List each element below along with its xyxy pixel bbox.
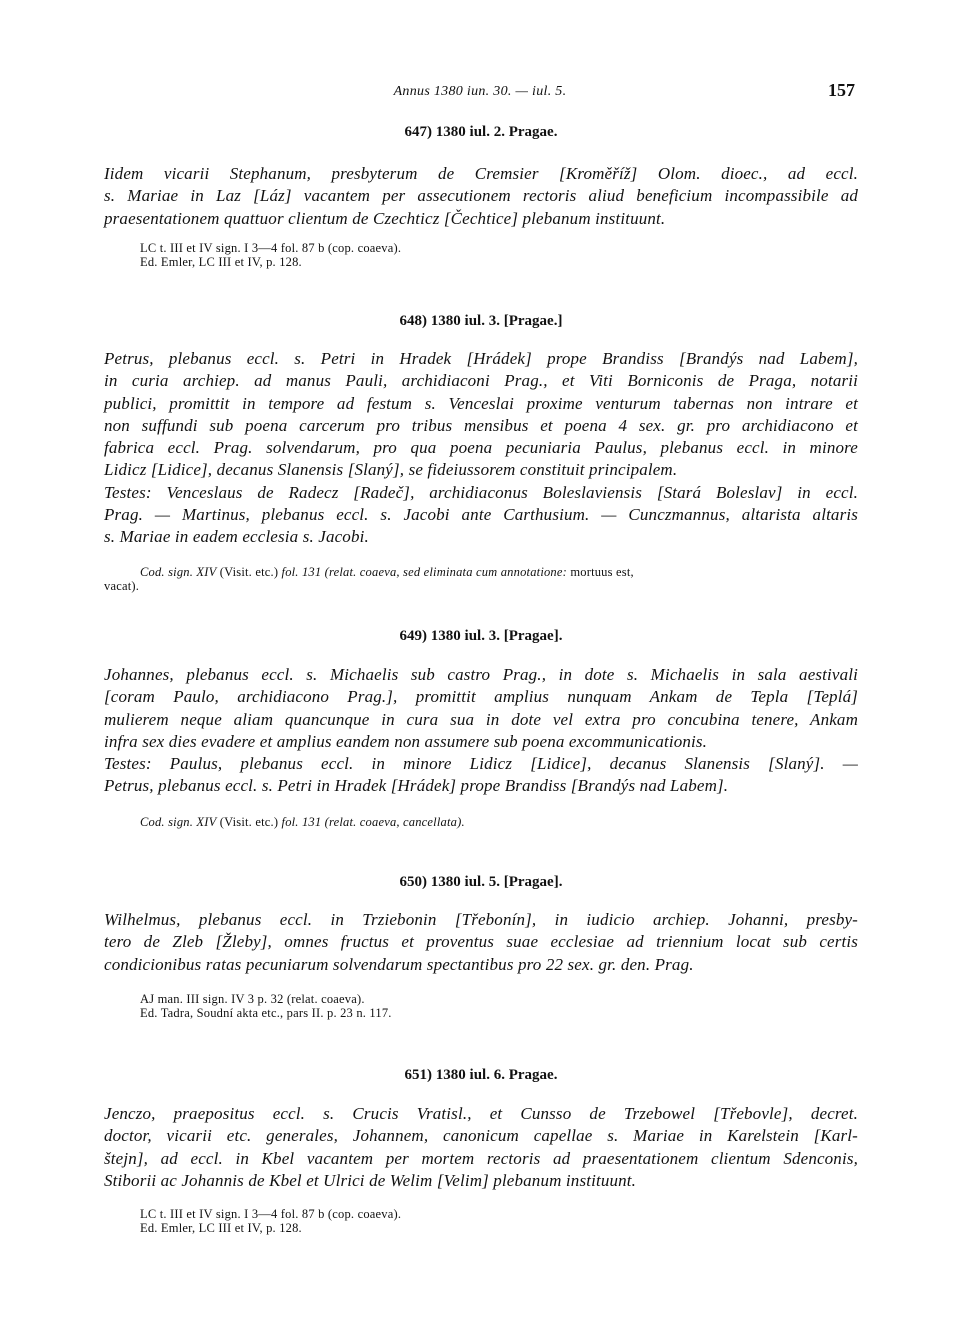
entry-651-body [104,1103,858,1192]
entry-heading: 647) 1380 iul. 2. Pragae. [404,124,558,140]
source-note: AJ man. III sign. IV 3 p. 32 (relat. coaeva). [140,992,365,1006]
body-line: Testes: Paulus, plebanus eccl. in minore Lidicz [Lidice], decanus Slanensis [Slaný]. — [104,754,858,774]
entry-650 [104,874,858,891]
entry-650-body [104,909,858,976]
body-line: publici, promittit in tempore ad festum s. Venceslai proxime venturum tabernas non intrare et [104,393,858,413]
body-line: condicionibus ratas pecuniarum solvendarum spectantibus pro 22 sex. gr. den. Prag. [104,954,694,974]
body-line: Testes: Venceslaus de Radecz [Radeč], archidiaconus Boleslaviensis [Stará Boleslav] in eccl. [104,482,858,502]
body-line: Iidem vicarii Stephanum, presbyterum de Cremsier [Kroměříž] Olom. dioec., ad eccl. [104,164,858,183]
body-line: s. Mariae in Laz [Láz] vacantem per assecutionem rectoris aliud beneficium incompassibile ad [104,186,858,206]
body-line: Stiborii ac Johannis de Kbel et Ulrici de Welim [Velim] plebanum instituunt. [104,1170,637,1190]
entry-648-notes [104,565,858,593]
entry-647 [104,124,858,141]
body-line: štejn], ad eccl. in Kbel vacantem per mortem rectoris ad praesentationem clientum Sdenconis, [104,1148,858,1168]
body-line: Petrus, plebanus eccl. s. Petri in Hradek [Hrádek] prope Brandiss [Brandýs nad Labem], [104,349,858,368]
body-line: in curia archiep. ad manus Pauli, archidiaconi Prag., et Viti Borniconis de Praga, notarii [104,371,858,391]
edition-note: Ed. Tadra, Soudní akta etc., pars II. p. 23 n. 117. [140,1006,392,1020]
entry-body [104,163,858,230]
body-line: fabrica eccl. Prag. solvendarum, pro qua poena pecuniaria Paulus, plebanus eccl. in minore [104,438,858,458]
body-line: tero de Zleb [Žleby], omnes fructus et proventus suae ecclesiae ad triennium locat sub certis [104,932,858,952]
entry-648-body [104,348,858,549]
body-line: doctor, vicarii etc. generales, Johannem, canonicum capellae s. Mariae in Karelstein [Karl- [104,1126,858,1146]
body-line: Wilhelmus, plebanus eccl. in Trziebonin [Třebonín], in iudicio archiep. Johanni, presby- [104,910,858,929]
page-number: 157 [828,80,855,100]
entry-body [104,664,858,798]
body-line: Prag. — Martinus, plebanus eccl. s. Jacobi ante Carthusium. — Cunczmannus, altarista altaris [104,505,858,525]
entry-651 [104,1067,858,1084]
source-note: LC t. III et IV sign. I 3—4 fol. 87 b (cop. coaeva). [140,1207,402,1221]
body-line: s. Mariae in eadem ecclesia s. Jacobi. [104,527,369,547]
body-line: Johannes, plebanus eccl. s. Michaelis sub castro Prag., in dote s. Michaelis in sala aestivali [104,665,858,684]
entry-649-notes [104,815,858,829]
entry-heading: 649) 1380 iul. 3. [Pragae]. [399,628,563,644]
entry-body [104,909,858,976]
body-line: Jenczo, praepositus eccl. s. Crucis Vratisl., et Cunsso de Trzebowel [Třebovle], decret. [104,1104,858,1123]
body-line: infra sex dies evadere et amplius eandem non assumere sub poena excommunicationis. [104,731,708,751]
entry-heading: 651) 1380 iul. 6. Pragae. [404,1067,558,1083]
entry-body [104,1103,858,1192]
entry-heading: 648) 1380 iul. 3. [Pragae.] [399,313,563,329]
edition-note: Ed. Emler, LC III et IV, p. 128. [140,1221,302,1235]
edition-note: Ed. Emler, LC III et IV, p. 128. [140,255,302,269]
entry-body [104,348,858,549]
entry-651-notes [104,1207,858,1235]
source-note: Cod. sign. XIV (Visit. etc.) fol. 131 (relat. coaeva, sed eliminata cum annotatione: mortuus est, [140,565,634,579]
body-line: non suffundi sub poena carcerum pro tribus mensibus et poena 4 sex. gr. pro archidiacono et [104,415,858,435]
running-head: Annus 1380 iun. 30. — iul. 5. [393,84,567,99]
body-line: praesentationem quattuor clientum de Czechticz [Čechtice] plebanum instituunt. [104,208,666,228]
body-line: Petrus, plebanus eccl. s. Petri in Hradek [Hrádek] prope Brandiss [Brandýs nad Labem]. [104,776,729,796]
entry-650-notes [104,992,858,1020]
entry-649 [104,628,858,645]
entry-647-body [104,163,858,230]
source-note: LC t. III et IV sign. I 3—4 fol. 87 b (cop. coaeva). [140,241,402,255]
body-line: [coram Paulo, archidiacono Prag.], promittit amplius nunquam Ankam de Tepla [Teplá] [104,687,858,707]
body-line: Lidicz [Lidice], decanus Slanensis [Slaný], se fideiussorem constituit principalem. [104,460,678,480]
entry-648 [104,313,858,330]
source-note: Cod. sign. XIV (Visit. etc.) fol. 131 (relat. coaeva, cancellata). [140,815,465,829]
entry-heading: 650) 1380 iul. 5. [Pragae]. [399,874,563,890]
entry-649-body [104,664,858,798]
body-line: mulierem neque aliam quancunque in cura sua in dote vel extra pro concubina tenere, Ankam [104,709,858,729]
entry-647-notes [104,241,858,269]
source-note-cont: vacat). [104,579,140,593]
